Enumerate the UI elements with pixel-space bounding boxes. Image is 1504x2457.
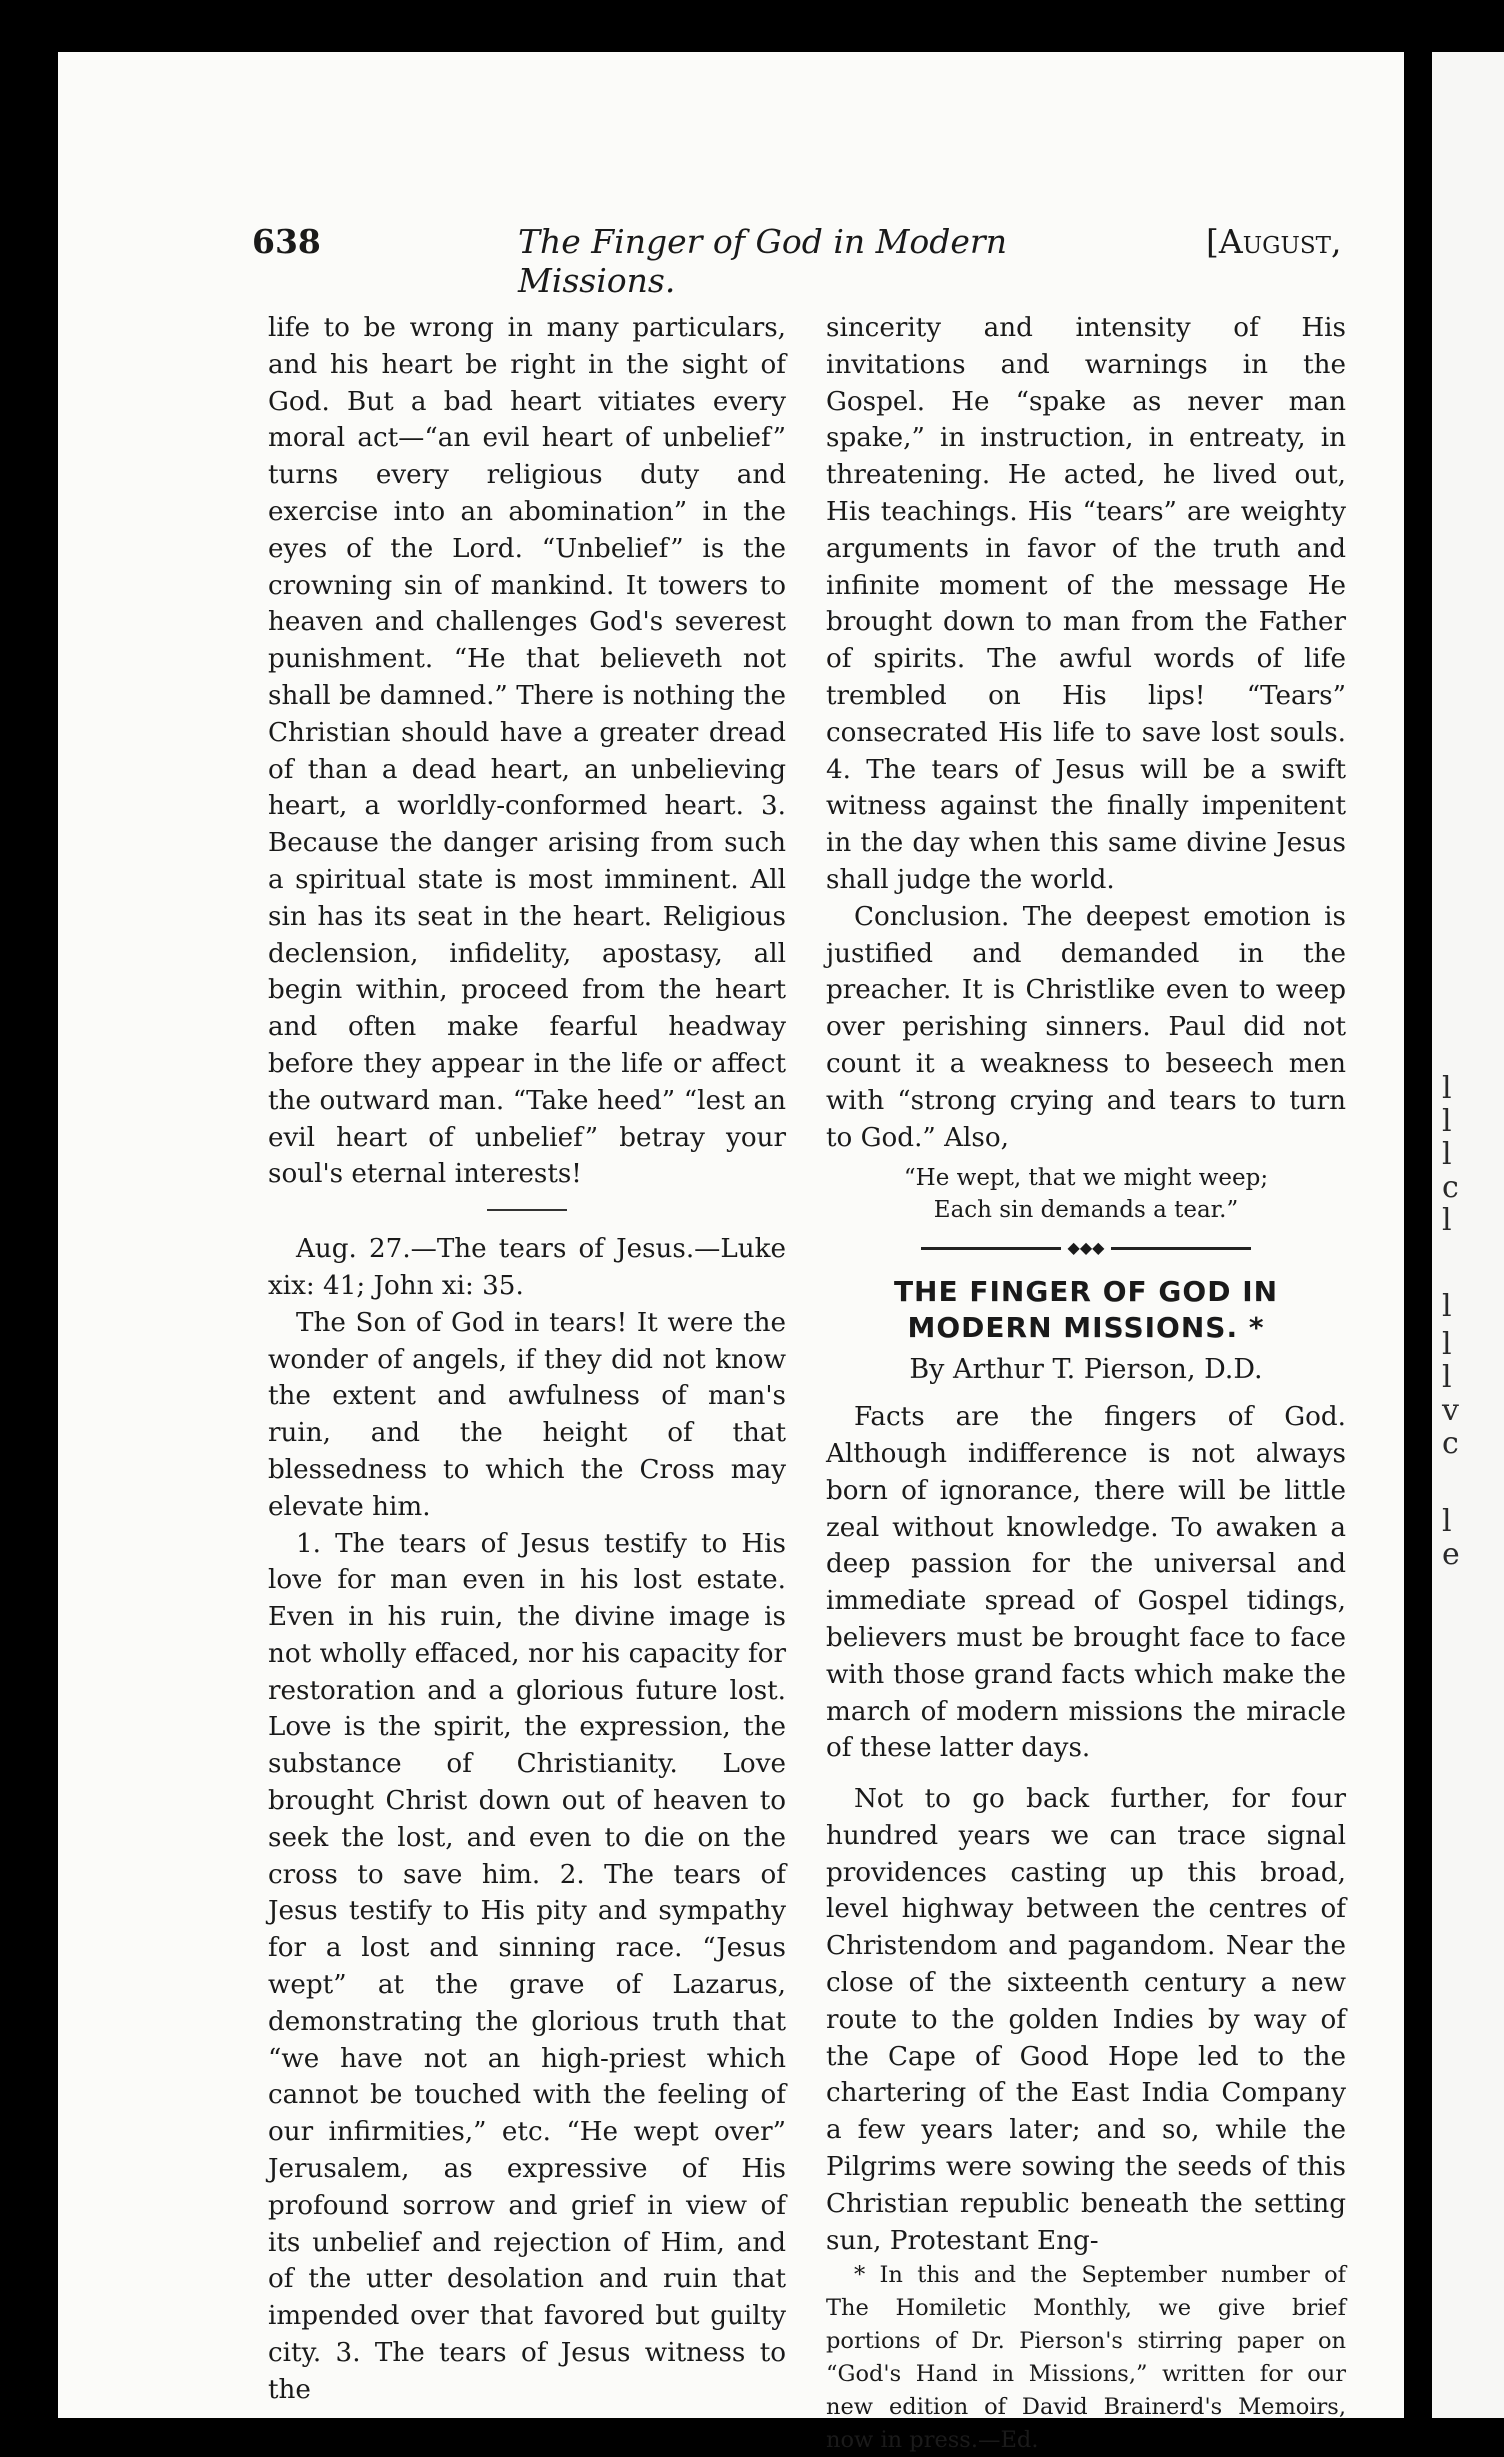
paragraph: life to be wrong in many particulars, and his heart be right in the sight of God. But a bad heart vitiates every moral act—“an evil heart of unbelief” turns every religious duty and exercise into an abomination” in the eyes of the Lord. “Unbelief” is the crowning sin of mankind. It towers to heaven and challenges God's severest punishment. “He that believeth not shall be damned.” There is nothing the Christian should have a greater dread of than a dead heart, an unbelieving heart, a worldly-conformed heart. 3. Because the danger arising from such a spiritual state is most imminent. All sin has its seat in the heart. Religious declension, infidelity, apostasy, all begin within, proceed from the heart and often make fearful headway before they appear in the life or affect the outward man. “Take heed” “lest an evil heart of unbelief” betray your soul's eternal interests!	[268, 313, 786, 1190]
ornament-bar	[1111, 1247, 1251, 1250]
article-title: THE FINGER OF GOD IN MODERN MISSIONS. *	[893, 1275, 1279, 1345]
page-number: 638	[252, 222, 321, 261]
left-column	[268, 310, 786, 2409]
right-column	[826, 310, 1346, 2457]
paragraph: Facts are the fingers of God. Although indifference is not always born of ignorance, there will be little zeal without knowledge. To awaken a deep passion for the universal and immediate spread of Gospel tidings, believers must be brought face to face with those grand facts which make the march of modern missions the miracle of these latter days.	[826, 1402, 1346, 1764]
running-title: The Finger of God in Modern Missions.	[518, 222, 1007, 300]
edge-letter: c	[1442, 1170, 1459, 1205]
paragraph: Not to go back further, for four hundred years we can trace signal providences casting up this broad, level highway between the centres of Christendom and pagandom. Near the close of the sixteenth century a new route to the golden Indies by way of the Cape of Good Hope led to the chartering of the East India Company a few years later; and so, while the Pilgrims were sowing the seeds of this Christian republic beneath the setting sun, Protestant Eng-	[826, 1784, 1346, 2256]
edge-letter: l	[1442, 1203, 1452, 1238]
edge-letter: l	[1442, 1504, 1452, 1539]
verse-line: “He wept, that we might weep;	[903, 1165, 1269, 1192]
ornament-bar	[921, 1247, 1061, 1250]
page	[58, 52, 1404, 2454]
verse-quote	[826, 1162, 1346, 1226]
adjacent-page-edge	[1432, 52, 1504, 2418]
edge-letter: l	[1442, 1327, 1452, 1362]
conclusion-paragraph: Conclusion. The deepest emotion is justified and demanded in the preacher. It is Christlike even to weep over perishing sinners. Paul did not count it a weakness to beseech men with “strong crying and tears to turn to God.” Also,	[826, 901, 1346, 1153]
ornament-glyph: ◆◆◆	[1067, 1238, 1105, 1258]
running-month: [August,	[1206, 222, 1342, 261]
edge-letter: l	[1442, 1104, 1452, 1139]
edge-letter: l	[1442, 1071, 1452, 1106]
edge-letter: l	[1442, 1360, 1452, 1395]
paragraph: The Son of God in tears! It were the wonder of angels, if they did not know the extent and awfulness of man's ruin, and the height of that blessedness to which the Cross may elevate him.	[268, 1307, 786, 1522]
section-separator	[487, 1209, 567, 1211]
article-byline: By Arthur T. Pierson, D.D.	[909, 1354, 1263, 1386]
sermon-heading: Aug. 27.—The tears of Jesus.—Luke xix: 41; John xi: 35.	[268, 1234, 786, 1301]
paragraph: 1. The tears of Jesus testify to His love for man even in his lost estate. Even in his ruin, the divine image is not wholly effaced, nor his capacity for restoration and a glorious future lost. Love is the spirit, the expression, the substance of Christianity. Love brought Christ down out of heaven to seek the lost, and even to die on the cross to save him. 2. The tears of Jesus testify to His pity and sympathy for a lost and sinning race. “Jesus wept” at the grave of Lazarus, demonstrating the glorious truth that “we have not an high-priest which cannot be touched with the feeling of our infirmities,” etc. “He wept over” Jerusalem, as expressive of His profound sorrow and grief in view of its unbelief and rejection of Him, and of the utter desolation and ruin that impended over that favored but guilty city. 3. The tears of Jesus witness to the	[268, 1528, 786, 2405]
footnote: * In this and the September number of The Homiletic Monthly, we give brief portions of Dr. Pierson's stirring paper on “God's Hand in Missions,” written for our new edition of David Brainerd's Memoirs, now in press.—Ed.	[826, 2262, 1346, 2454]
edge-letter: l	[1442, 1289, 1452, 1324]
edge-letter: v	[1442, 1393, 1459, 1428]
verse-line: Each sin demands a tear.”	[933, 1197, 1239, 1224]
edge-letter: l	[1442, 1137, 1452, 1172]
ornament-divider	[921, 1240, 1251, 1256]
paragraph: sincerity and intensity of His invitations and warnings in the Gospel. He “spake as never man spake,” in instruction, in entreaty, in threatening. He acted, he lived out, His teachings. His “tears” are weighty arguments in favor of the truth and infinite moment of the message He brought down to man from the Father of spirits. The awful words of life trembled on His lips! “Tears” consecrated His life to save lost souls. 4. The tears of Jesus will be a swift witness against the finally impenitent in the day when this same divine Jesus shall judge the world.	[826, 313, 1346, 895]
edge-letter: e	[1442, 1537, 1460, 1572]
edge-letter: c	[1442, 1426, 1459, 1461]
